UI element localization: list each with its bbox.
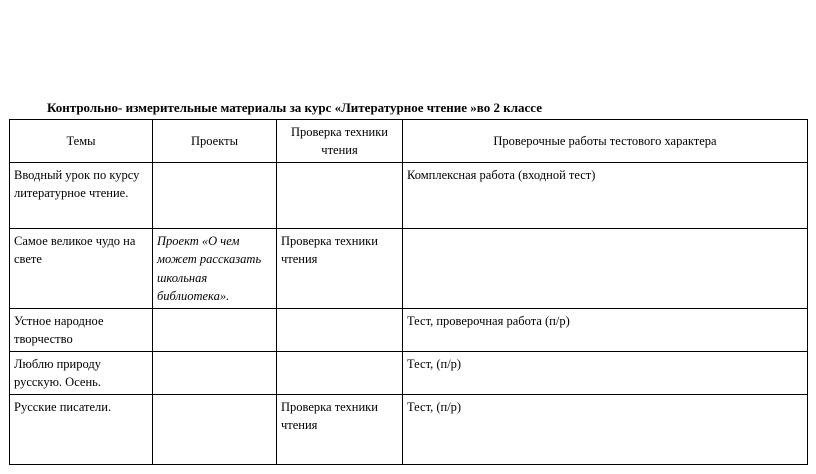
table-row (10, 163, 808, 229)
cell-tests: Комплексная работа (входной тест) (403, 163, 808, 229)
header-topics: Темы (10, 120, 153, 163)
cell-reading-check (277, 163, 403, 229)
table-header-row (10, 120, 808, 163)
cell-project (153, 352, 277, 395)
cell-topic: Самое великое чудо на свете (10, 229, 153, 309)
table-row (10, 308, 808, 351)
cell-project (153, 395, 277, 465)
cell-reading-check (277, 308, 403, 351)
cell-topic: Устное народное творчество (10, 308, 153, 351)
cell-tests: Тест, (п/р) (403, 352, 808, 395)
header-reading-check: Проверка техники чтения (277, 120, 403, 163)
cell-topic: Вводный урок по курсу литературное чтение. (10, 163, 153, 229)
header-tests: Проверочные работы тестового характера (403, 120, 808, 163)
cell-project (153, 163, 277, 229)
cell-reading-check (277, 352, 403, 395)
cell-tests (403, 229, 808, 309)
assessment-table (9, 119, 808, 465)
cell-topic: Русские писатели. (10, 395, 153, 465)
cell-reading-check: Проверка техники чтения (277, 229, 403, 309)
table-row (10, 229, 808, 309)
cell-tests: Тест, (п/р) (403, 395, 808, 465)
table-row (10, 352, 808, 395)
table-row (10, 395, 808, 465)
document-title: Контрольно- измерительные материалы за курс «Литературное чтение »во 2 классе (47, 100, 542, 115)
cell-topic: Люблю природу русскую. Осень. (10, 352, 153, 395)
cell-project: Проект «О чем может рассказать школьная библиотека». (153, 229, 277, 309)
cell-reading-check: Проверка техники чтения (277, 395, 403, 465)
cell-project (153, 308, 277, 351)
header-projects: Проекты (153, 120, 277, 163)
cell-tests: Тест, проверочная работа (п/р) (403, 308, 808, 351)
